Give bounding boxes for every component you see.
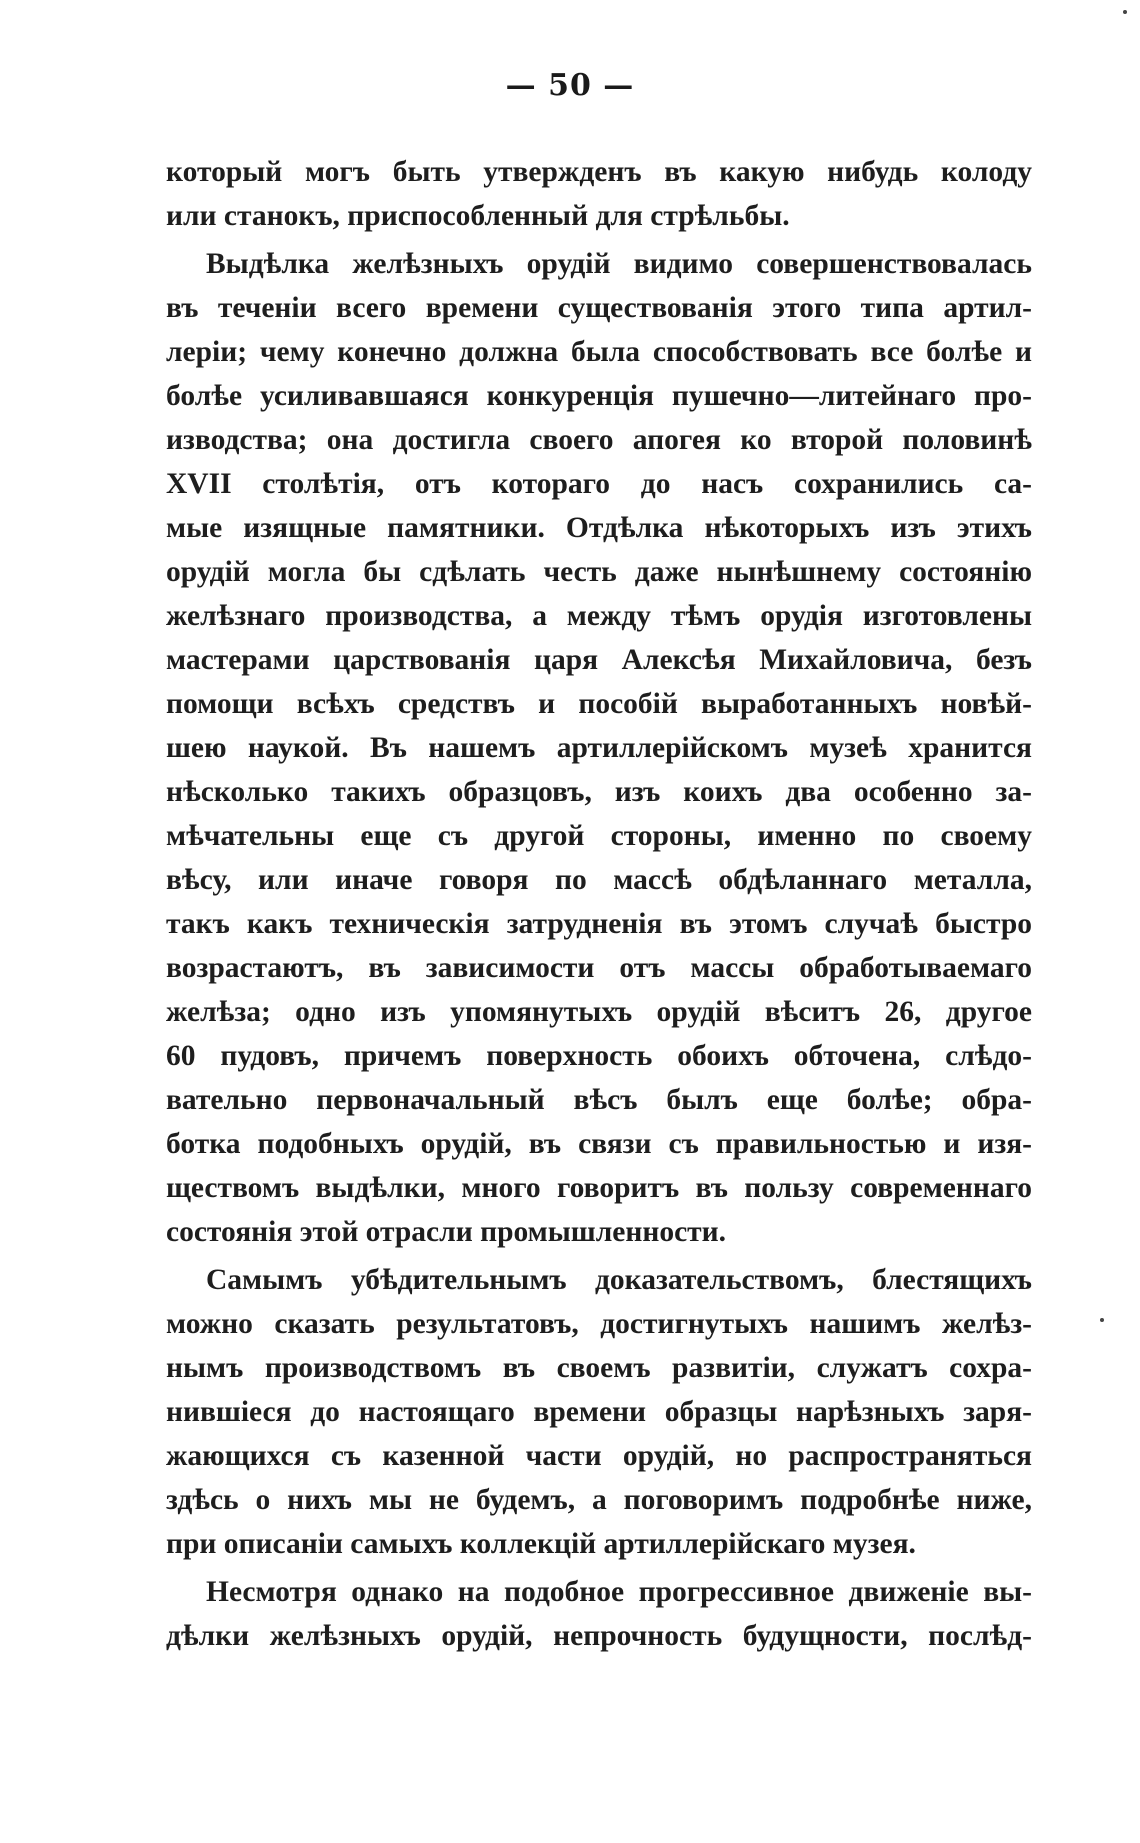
- text-line: мые изящные памятники. Отдѣлка нѣкоторыхъ изъ этихъ: [166, 512, 1032, 544]
- paragraph-start-line: Несмотря однако на подобное прогрессивное движеніе вы-: [206, 1576, 1032, 1608]
- text-line: можно сказать результатовъ, достигнутыхъ нашимъ желѣз-: [166, 1308, 1032, 1340]
- text-line: вѣсу, или иначе говоря по массѣ обдѣланнаго металла,: [166, 864, 1032, 896]
- text-line: состоянія этой отрасли промышленности.: [166, 1216, 727, 1248]
- text-line: болѣе усиливавшаяся конкуренція пушечно—литейнаго про-: [166, 380, 1032, 412]
- text-line: леріи; чему конечно должна была способствовать все болѣе и: [166, 336, 1032, 368]
- text-line: мѣчательны еще съ другой стороны, именно по своему: [166, 820, 1032, 852]
- text-line: нѣсколько такихъ образцовъ, изъ коихъ два особенно за-: [166, 776, 1032, 808]
- text-line: въ теченіи всего времени существованія этого типа артил-: [166, 292, 1032, 324]
- text-line: ботка подобныхъ орудій, въ связи съ правильностью и изя-: [166, 1128, 1032, 1160]
- text-line: 60 пудовъ, причемъ поверхность обоихъ обточена, слѣдо-: [166, 1040, 1032, 1072]
- body-text: [166, 150, 1032, 1658]
- text-line: помощи всѣхъ средствъ и пособій выработанныхъ новѣй-: [166, 688, 1032, 720]
- text-line: вательно первоначальный вѣсъ былъ еще болѣе; обра-: [166, 1084, 1032, 1116]
- text-line: такъ какъ техническія затрудненія въ этомъ случаѣ быстро: [166, 908, 1032, 940]
- text-line: возрастаютъ, въ зависимости отъ массы обработываемаго: [166, 952, 1032, 984]
- text-line: желѣзнаго производства, а между тѣмъ орудія изготовлены: [166, 600, 1032, 632]
- text-line: XVII столѣтія, отъ котораго до насъ сохранились са-: [166, 468, 1032, 500]
- paragraph-start-line: Выдѣлка желѣзныхъ орудій видимо совершенствовалась: [206, 248, 1032, 280]
- page-number: — 50 —: [505, 68, 635, 103]
- text-line: нымъ производствомъ въ своемъ развитіи, служатъ сохра-: [166, 1352, 1032, 1384]
- text-line: ществомъ выдѣлки, много говоритъ въ пользу современнаго: [166, 1172, 1032, 1204]
- text-line: изводства; она достигла своего апогея ко второй половинѣ: [166, 424, 1032, 456]
- text-line: шею наукой. Въ нашемъ артиллерійскомъ музеѣ хранится: [166, 732, 1032, 764]
- text-line: мастерами царствованія царя Алексѣя Михайловича, безъ: [166, 644, 1032, 676]
- paragraph-start-line: Самымъ убѣдительнымъ доказательствомъ, блестящихъ: [206, 1264, 1032, 1296]
- text-line: дѣлки желѣзныхъ орудій, непрочность будущности, послѣд-: [166, 1620, 1032, 1652]
- text-line: нившіеся до настоящаго времени образцы нарѣзныхъ заря-: [166, 1396, 1032, 1428]
- print-speck: [1100, 1318, 1104, 1322]
- text-line: орудій могла бы сдѣлать честь даже нынѣшнему состоянію: [166, 556, 1032, 588]
- text-line: или станокъ, приспособленный для стрѣльбы.: [166, 200, 790, 232]
- text-line: желѣза; одно изъ упомянутыхъ орудій вѣситъ 26, другое: [166, 996, 1032, 1028]
- print-speck: [1123, 10, 1127, 14]
- text-line: при описаніи самыхъ коллекцій артиллерійскаго музея.: [166, 1528, 916, 1560]
- text-line: который могъ быть утвержденъ въ какую нибудь колоду: [166, 156, 1032, 188]
- text-line: здѣсь о нихъ мы не будемъ, а поговоримъ подробнѣе ниже,: [166, 1484, 1032, 1516]
- text-line: жающихся съ казенной части орудій, но распространяться: [166, 1440, 1032, 1472]
